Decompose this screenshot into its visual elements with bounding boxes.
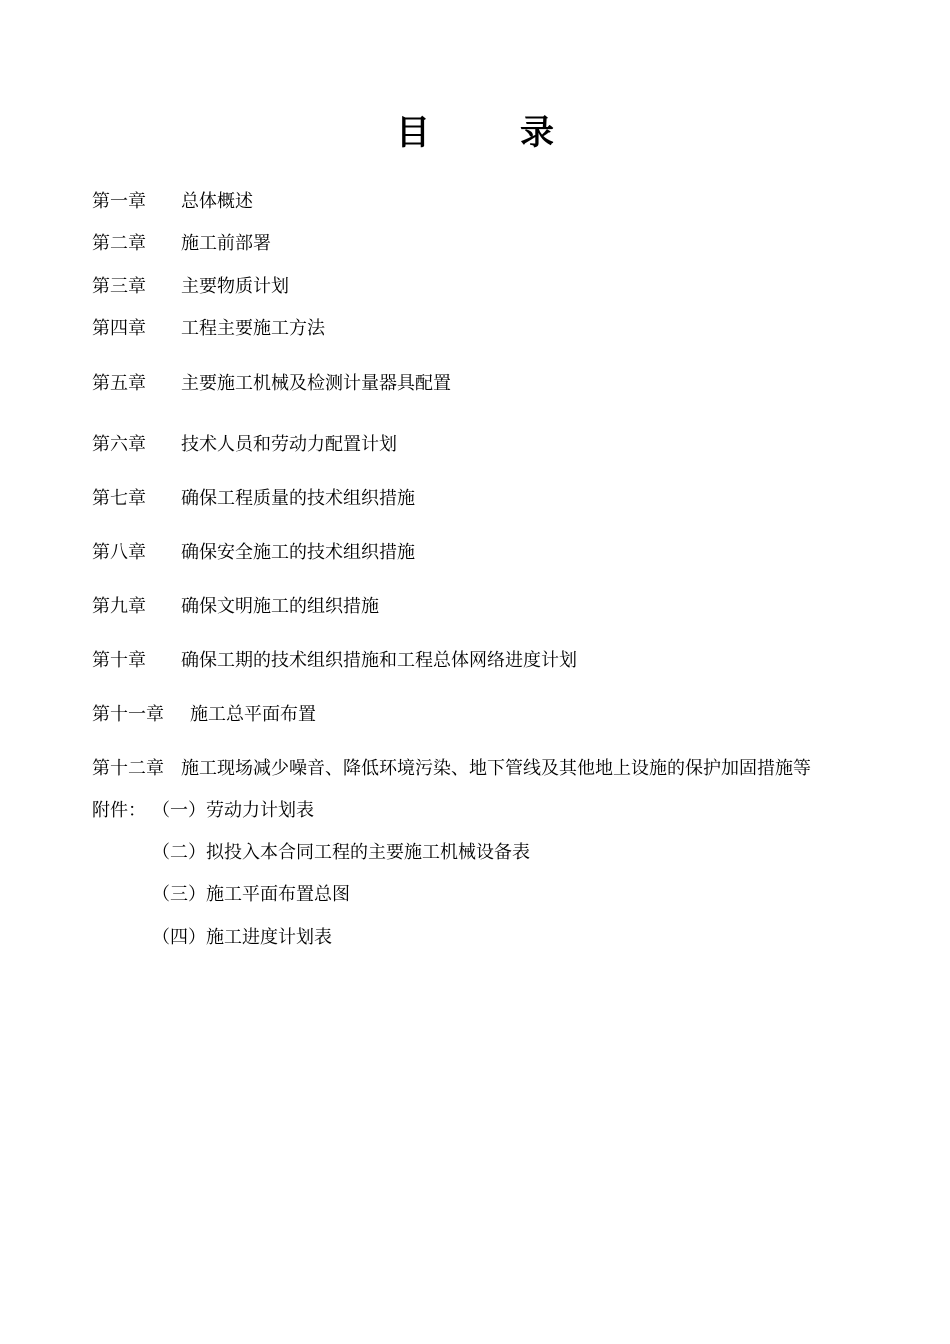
chapter-title: 工程主要施工方法 [181, 318, 325, 339]
chapter-title: 总体概述 [181, 191, 253, 212]
chapter-title: 确保安全施工的技术组织措施 [181, 542, 415, 563]
chapter-number: 第三章 [92, 276, 146, 297]
toc-title-char-1: 目 [396, 113, 430, 153]
attachment-item-1: （一）劳动力计划表 [152, 800, 314, 821]
chapter-title: 主要施工机械及检测计量器具配置 [181, 373, 451, 394]
attachment-item-3: （三）施工平面布置总图 [152, 884, 350, 905]
chapter-number: 第四章 [92, 318, 146, 339]
chapter-title: 施工前部署 [181, 233, 271, 254]
chapter-number: 第八章 [92, 542, 146, 563]
chapter-number: 第六章 [92, 434, 146, 455]
chapter-title: 主要物质计划 [181, 276, 289, 297]
chapter-number: 第五章 [92, 373, 146, 394]
chapter-title: 技术人员和劳动力配置计划 [181, 434, 397, 455]
chapter-title: 确保工期的技术组织措施和工程总体网络进度计划 [181, 650, 577, 671]
attachment-item-4: （四）施工进度计划表 [152, 927, 332, 948]
toc-title [0, 108, 950, 158]
toc-title-char-2: 录 [520, 113, 554, 153]
chapter-title: 确保工程质量的技术组织措施 [181, 488, 415, 509]
chapter-title: 施工现场减少噪音、降低环境污染、地下管线及其他地上设施的保护加固措施等 [181, 758, 811, 779]
chapter-number: 第十章 [92, 650, 146, 671]
attachments-label: 附件： [92, 800, 146, 821]
chapter-number: 第九章 [92, 596, 146, 617]
chapter-title: 施工总平面布置 [190, 704, 316, 725]
attachment-item-2: （二）拟投入本合同工程的主要施工机械设备表 [152, 842, 530, 863]
chapter-number: 第二章 [92, 233, 146, 254]
chapter-title: 确保文明施工的组织措施 [181, 596, 379, 617]
chapter-number: 第十二章 [92, 758, 164, 779]
chapter-number: 第一章 [92, 191, 146, 212]
chapter-number: 第十一章 [92, 704, 164, 725]
chapter-number: 第七章 [92, 488, 146, 509]
